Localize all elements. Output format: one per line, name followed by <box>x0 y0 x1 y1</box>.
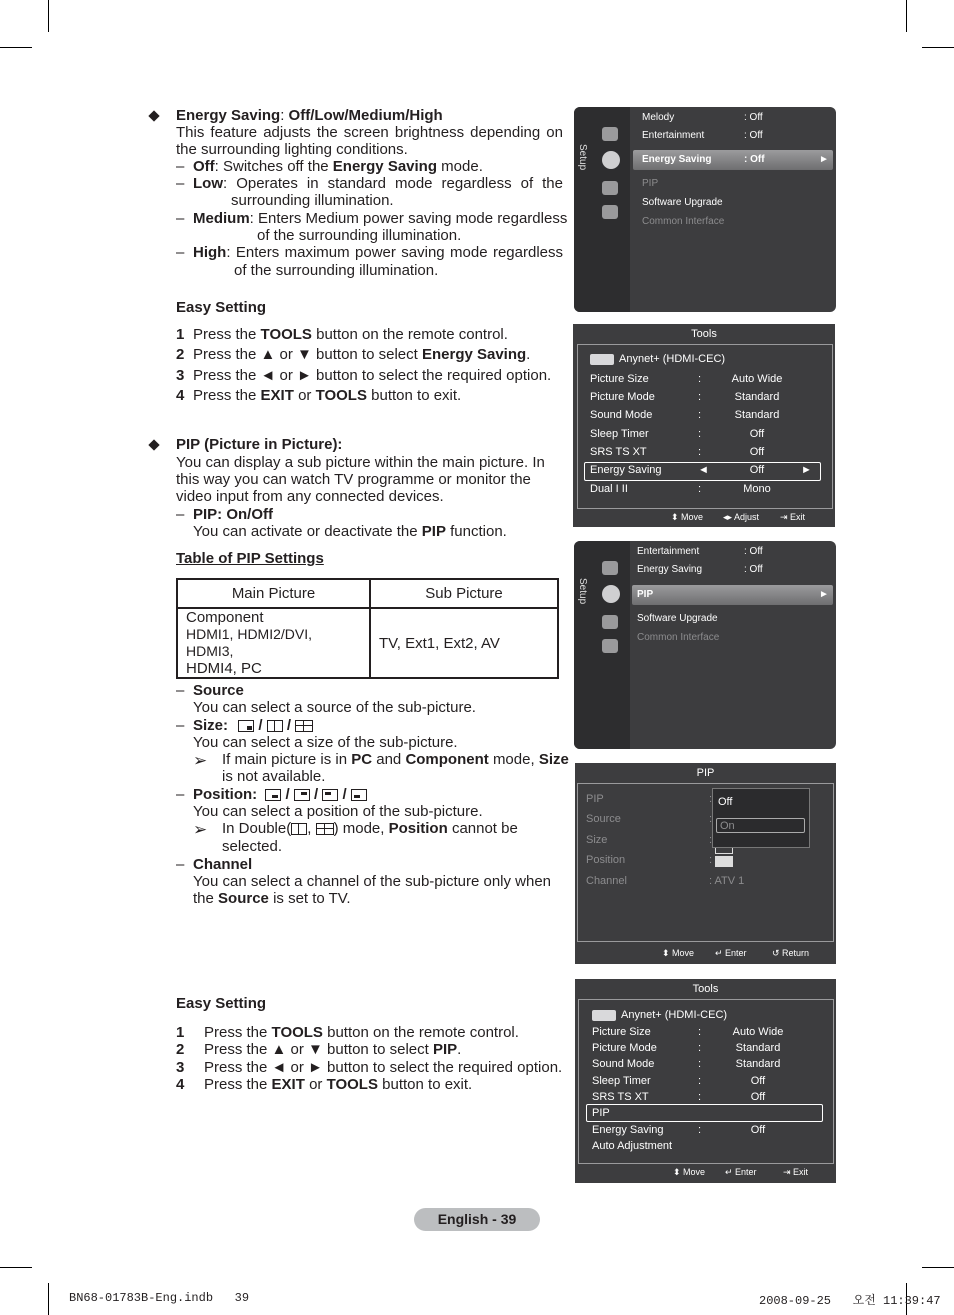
energy-title <box>176 107 443 124</box>
menu-item-label: Common Interface <box>637 632 720 643</box>
step-number: 3 <box>176 1058 185 1076</box>
step-text <box>204 1041 461 1058</box>
size-note <box>222 751 569 768</box>
tools-item-sep: : <box>698 1124 702 1136</box>
footer-exit: ⇥ Exit <box>783 1167 809 1177</box>
energy-medium-line-2: of the surrounding illumination. <box>257 227 462 244</box>
tools-item-sep: : <box>698 1091 702 1103</box>
pip-onoff-text <box>193 523 507 540</box>
tools-title: Tools <box>691 328 717 340</box>
tools-item-sep: : <box>698 1075 702 1087</box>
position-bottom-left-icon <box>351 789 367 801</box>
position-note-c: Position <box>388 820 448 837</box>
menu-item-label: Entertainment <box>637 546 700 557</box>
tools-item-label: Sleep Timer <box>590 428 649 440</box>
energy-title-b: Off/Low/Medium/High <box>288 107 443 124</box>
tools-item-label: Auto Adjustment <box>592 1140 673 1152</box>
setup-menu-pip <box>574 541 836 749</box>
tools-item-label: Energy Saving <box>592 1124 664 1136</box>
step-number: 4 <box>176 386 185 404</box>
tools-item-label: Sound Mode <box>592 1058 655 1070</box>
energy-medium-label: Medium <box>193 210 250 227</box>
step-part: Press the <box>193 326 257 343</box>
anynet-item[interactable]: Anynet+ (HDMI-CEC) <box>619 353 726 365</box>
energy-off-line <box>193 158 483 175</box>
tools-item-label: Sound Mode <box>590 409 653 421</box>
tools-item-sep: : <box>698 446 702 458</box>
tools-item-value: Standard <box>735 1042 781 1054</box>
chevron-right-icon: ► <box>819 154 829 165</box>
pip-settings-table <box>176 578 559 679</box>
energy-high-text: : Enters maximum power saving mode regardless <box>226 244 563 261</box>
position-text: You can select a position of the sub-picture. <box>193 803 483 820</box>
table-main-line-1: Component <box>186 609 264 626</box>
table-cell-main <box>177 608 370 678</box>
position-note-a: In Double( <box>222 820 292 837</box>
adjust-label: Adjust <box>734 512 760 522</box>
step-part: button on the remote control. <box>327 1024 519 1041</box>
pip-item-label: Source <box>586 813 621 825</box>
size-label: Size: <box>193 717 229 734</box>
dash-bullet: – <box>176 786 185 803</box>
tools-item-value: Standard <box>734 409 780 421</box>
chevron-right-icon: ► <box>819 589 829 600</box>
tools-item-value: Mono <box>743 483 771 495</box>
step-number: 3 <box>176 366 185 384</box>
size-note-b: PC <box>351 751 373 768</box>
energy-low-line-2: surrounding illumination. <box>231 192 394 209</box>
pip-onoff-text-b: PIP <box>421 523 446 540</box>
footer-enter: ↵ Enter <box>715 948 747 958</box>
anynet-item[interactable]: Anynet+ (HDMI-CEC) <box>621 1009 728 1021</box>
pip-desc-1: You can display a sub picture within the main picture. In <box>176 454 545 471</box>
energy-high-label: High <box>193 244 227 261</box>
tools-item-label: PIP <box>592 1107 610 1119</box>
pip-item-label: Channel <box>586 875 627 887</box>
arrow-note-icon: ➢ <box>193 820 208 839</box>
tools-item-sep: : <box>698 391 702 403</box>
enter-label: Enter <box>725 948 747 958</box>
tools-item-label: Sleep Timer <box>592 1075 651 1087</box>
tools-menu-energy <box>573 324 835 527</box>
pip-table-title: Table of PIP Settings <box>176 550 324 567</box>
pip-title: PIP (Picture in Picture): <box>176 436 343 453</box>
setup-gear-icon <box>602 585 620 603</box>
footer-adjust: ◂▸ Adjust <box>723 512 760 522</box>
chevron-right-icon: ► <box>801 464 812 476</box>
step-part: Press the ◄ or ► button to select the required option. <box>204 1058 563 1076</box>
move-label: Move <box>672 948 695 958</box>
popup-option-on[interactable]: On <box>716 818 805 833</box>
crop-mark <box>0 47 32 48</box>
step-part: . <box>457 1041 462 1059</box>
pip-item-value: : <box>709 813 713 825</box>
return-label: Return <box>782 948 810 958</box>
diamond-bullet-icon <box>148 439 159 450</box>
crop-mark <box>0 1267 32 1268</box>
position-note-d: cannot be <box>451 820 518 837</box>
size-double-icon <box>267 720 283 732</box>
crop-mark <box>48 1283 49 1315</box>
menu-item-label: Common Interface <box>642 216 725 227</box>
step-part: button on the remote control. <box>316 326 508 343</box>
size-note-e: mode, <box>492 751 535 768</box>
step-part: Press the <box>193 386 257 404</box>
channel-text-2 <box>193 890 351 907</box>
table-header-sub: Sub Picture <box>370 579 558 608</box>
tools-item-sep: : <box>698 1026 702 1038</box>
dash-bullet: – <box>176 244 185 261</box>
position-label: Position: <box>193 786 258 803</box>
energy-medium-line <box>193 210 568 227</box>
step-text <box>204 1076 472 1093</box>
menu-item-value: : Off <box>744 130 763 141</box>
step-part: TOOLS <box>271 1024 323 1041</box>
selected-row-highlight <box>632 585 833 605</box>
size-line: Size: / / <box>193 717 313 734</box>
pip-item-label: Position <box>586 854 626 866</box>
menu-item-value: : Off <box>744 154 765 165</box>
energy-high-line <box>193 244 563 261</box>
tools-item-sep: : <box>698 373 702 385</box>
size-note-f: Size <box>538 751 569 768</box>
energy-off-label: Off <box>193 158 215 175</box>
energy-title-a: Energy Saving <box>176 107 281 124</box>
step-part: Press the ▲ or ▼ button to select <box>204 1041 429 1059</box>
size-double-wide-icon <box>295 720 313 732</box>
table-header-main: Main Picture <box>177 579 370 608</box>
pip-onoff-label: PIP: On/Off <box>193 506 273 523</box>
step-part: . <box>526 346 531 364</box>
energy-easy-title: Easy Setting <box>176 299 267 316</box>
selected-row-outline <box>586 1104 823 1122</box>
tools-item-value: Auto Wide <box>732 1026 784 1038</box>
tools-item-value: Off <box>749 446 765 458</box>
pip-easy-title: Easy Setting <box>176 995 267 1012</box>
dash-bullet: – <box>176 682 185 699</box>
support-menu-icon <box>602 205 618 219</box>
energy-desc-2: the surrounding lighting conditions. <box>176 141 408 158</box>
setup-side-label: Setup <box>577 144 588 171</box>
energy-desc-1: This feature adjusts the screen brightness depending on <box>176 124 563 141</box>
tools-item-value: Off <box>750 1075 766 1087</box>
step-number: 1 <box>176 326 185 343</box>
channel-text-2a: the <box>193 890 214 907</box>
step-text <box>204 1024 519 1041</box>
step-text <box>193 326 508 343</box>
menu-item-label: Energy Saving <box>637 564 703 575</box>
step-text <box>193 387 461 404</box>
setup-menu-energy <box>574 107 836 312</box>
dash-bullet: – <box>176 158 185 175</box>
size-note-a: If main picture is in <box>222 751 348 768</box>
input-menu-icon <box>602 615 618 629</box>
source-text: You can select a source of the sub-picture. <box>193 699 476 716</box>
tools-item-label: SRS TS XT <box>590 446 647 458</box>
crop-mark <box>906 0 907 32</box>
table-main-line-2: HDMI1, HDMI2/DVI, HDMI3, <box>186 626 313 659</box>
energy-low-text: : Operates in standard mode regardless of the <box>223 175 563 192</box>
tools-item-label: Picture Size <box>590 373 649 385</box>
footer-move: ⬍ Move <box>673 1167 706 1177</box>
tools-item-value: Off <box>749 428 765 440</box>
menu-item-label: PIP <box>637 589 654 600</box>
tools-item-value: Auto Wide <box>731 373 783 385</box>
step-part: EXIT <box>260 386 294 404</box>
energy-medium-text: : Enters Medium power saving mode regardless <box>249 210 568 227</box>
size-small-icon <box>238 720 254 732</box>
menu-item-value: : Off <box>744 564 763 575</box>
diamond-bullet-icon <box>148 110 159 121</box>
tools-item-label: Picture Mode <box>590 391 655 403</box>
tools-item-label: Picture Mode <box>592 1042 657 1054</box>
position-note-b: ) mode, <box>333 820 385 837</box>
table-cell-sub: TV, Ext1, Ext2, AV <box>370 608 558 678</box>
footer-move: ⬍ Move <box>662 948 695 958</box>
pip-item-value: : <box>709 793 713 805</box>
footer-move: ⬍ Move <box>671 512 704 522</box>
step-text <box>204 1059 562 1076</box>
position-note: In Double( , ) mode, Position cannot be <box>222 820 518 837</box>
footer-return: ↺ Return <box>772 948 810 958</box>
page-number: English - 39 <box>414 1208 540 1231</box>
energy-high-line-2: of the surrounding illumination. <box>234 262 439 279</box>
source-label: Source <box>193 682 244 699</box>
step-text <box>193 367 551 384</box>
tools-item-value: Standard <box>735 1058 781 1070</box>
energy-off-text-b: Energy Saving <box>332 158 437 175</box>
step-part: button to exit. <box>371 386 462 404</box>
step-part: Press the ◄ or ► button to select the required option. <box>193 366 552 384</box>
energy-title-sep: : <box>280 107 285 124</box>
energy-off-text: : Switches off the <box>214 158 329 175</box>
move-label: Move <box>681 512 704 522</box>
tools-item-sep: : <box>698 1058 702 1070</box>
position-line: Position: / / / <box>193 786 367 803</box>
pip-item-value: : <box>709 834 713 846</box>
step-part: or <box>298 386 312 404</box>
tools-item-sep: : <box>698 409 702 421</box>
step-number: 2 <box>176 1041 185 1059</box>
crop-mark <box>922 1267 954 1268</box>
dash-bullet: – <box>176 506 185 523</box>
tools-item-sep: ◄ <box>698 464 709 476</box>
step-number: 2 <box>176 346 185 364</box>
footer-date: 2008-09-25 오전 11:39:47 <box>759 1294 941 1308</box>
step-part: Press the <box>204 1024 268 1041</box>
double-icon <box>291 823 307 835</box>
step-part: PIP <box>432 1041 458 1059</box>
channel-label: Channel <box>193 856 253 873</box>
arrow-note-icon: ➢ <box>193 751 208 770</box>
step-number: 1 <box>176 1024 185 1041</box>
position-top-right-icon <box>294 789 310 801</box>
pip-desc-3: video input from any connected devices. <box>176 488 444 505</box>
menu-item-label: PIP <box>642 178 659 189</box>
pip-item-value: : ATV 1 <box>709 875 745 887</box>
step-part: or <box>309 1075 323 1093</box>
table-main-line-3: HDMI4, PC <box>186 660 262 677</box>
channel-text-1: You can select a channel of the sub-picture only when <box>193 873 552 890</box>
step-part: EXIT <box>271 1075 305 1093</box>
menu-item-label: Energy Saving <box>642 154 712 165</box>
double-wide-icon <box>316 823 334 835</box>
picture-menu-icon <box>602 561 618 575</box>
menu-item-label: Software Upgrade <box>637 613 718 624</box>
tools-item-value: Off <box>749 464 765 476</box>
menu-sidebar <box>574 107 630 312</box>
size-note-d: Component <box>405 751 489 768</box>
footer-exit: ⇥ Exit <box>780 512 806 522</box>
pip-item-label: PIP <box>586 793 604 805</box>
tools-item-label: SRS TS XT <box>592 1091 649 1103</box>
move-label: Move <box>683 1167 706 1177</box>
picture-menu-icon <box>602 127 618 141</box>
step-text <box>193 346 530 363</box>
size-note-2: is not available. <box>222 768 326 785</box>
step-part: Energy Saving <box>421 346 527 364</box>
step-part: Press the ▲ or ▼ button to select <box>193 346 418 364</box>
pip-desc-2: this way you can watch TV programme or monitor the <box>176 471 531 488</box>
energy-off-text-c: mode. <box>441 158 483 175</box>
tools-item-value: Off <box>750 1091 766 1103</box>
pip-menu-title: PIP <box>696 767 715 779</box>
size-text: You can select a size of the sub-picture. <box>193 734 458 751</box>
channel-text-2b: Source <box>218 890 269 907</box>
crop-mark <box>48 0 49 32</box>
tools-menu-pip <box>575 979 836 1183</box>
dash-bullet: – <box>176 717 185 734</box>
menu-item-label: Melody <box>642 112 675 123</box>
step-part: Press the <box>204 1075 268 1093</box>
footer-file: BN68-01783B-Eng.indb 39 <box>69 1291 250 1305</box>
tools-item-sep: : <box>698 428 702 440</box>
dash-bullet: – <box>176 856 185 873</box>
channel-text-2c: is set to TV. <box>273 890 351 907</box>
tools-item-label: Picture Size <box>592 1026 651 1038</box>
dash-bullet: – <box>176 175 185 192</box>
step-number: 4 <box>176 1075 185 1093</box>
position-bottom-right-icon <box>265 789 281 801</box>
anynet-logo-icon <box>590 354 614 365</box>
menu-item-value: : Off <box>744 112 763 123</box>
position-note-2: selected. <box>222 838 283 855</box>
menu-sidebar <box>574 541 630 749</box>
tools-title: Tools <box>692 983 719 995</box>
tools-item-sep: : <box>698 1042 702 1054</box>
step-part: TOOLS <box>326 1075 378 1093</box>
footer-enter: ↵ Enter <box>725 1167 757 1177</box>
pip-item-label: Size <box>586 834 608 846</box>
size-note-c: and <box>376 751 402 768</box>
tools-item-label: Dual I II <box>590 483 628 495</box>
exit-label: Exit <box>793 1167 809 1177</box>
menu-item-label: Software Upgrade <box>642 197 723 208</box>
menu-item-label: Entertainment <box>642 130 705 141</box>
pip-onoff-text-a: You can activate or deactivate the <box>193 523 418 540</box>
setup-side-label: Setup <box>577 578 588 605</box>
tools-item-value: Standard <box>734 391 780 403</box>
tools-item-sep: : <box>698 483 702 495</box>
crop-mark <box>922 47 954 48</box>
position-top-left-icon <box>322 789 338 801</box>
menu-item-value: : Off <box>744 546 763 557</box>
step-part: TOOLS <box>315 386 367 404</box>
energy-low-label: Low <box>193 175 223 192</box>
energy-low-line <box>193 175 563 192</box>
tools-item-value: Off <box>750 1124 766 1136</box>
anynet-logo-icon <box>592 1010 616 1021</box>
pip-item-value: : <box>709 854 713 866</box>
pip-onoff-text-c: function. <box>450 523 507 540</box>
tools-item-label: Energy Saving <box>590 464 662 476</box>
enter-label: Enter <box>735 1167 757 1177</box>
position-preview-icon <box>715 856 733 867</box>
input-menu-icon <box>602 181 618 195</box>
step-part: button to exit. <box>382 1075 473 1093</box>
support-menu-icon <box>602 639 618 653</box>
pip-menu <box>575 763 836 964</box>
dash-bullet: – <box>176 210 185 227</box>
exit-label: Exit <box>790 512 806 522</box>
popup-option-off[interactable]: Off <box>718 796 733 808</box>
step-part: TOOLS <box>260 326 312 343</box>
setup-gear-icon <box>602 151 620 169</box>
